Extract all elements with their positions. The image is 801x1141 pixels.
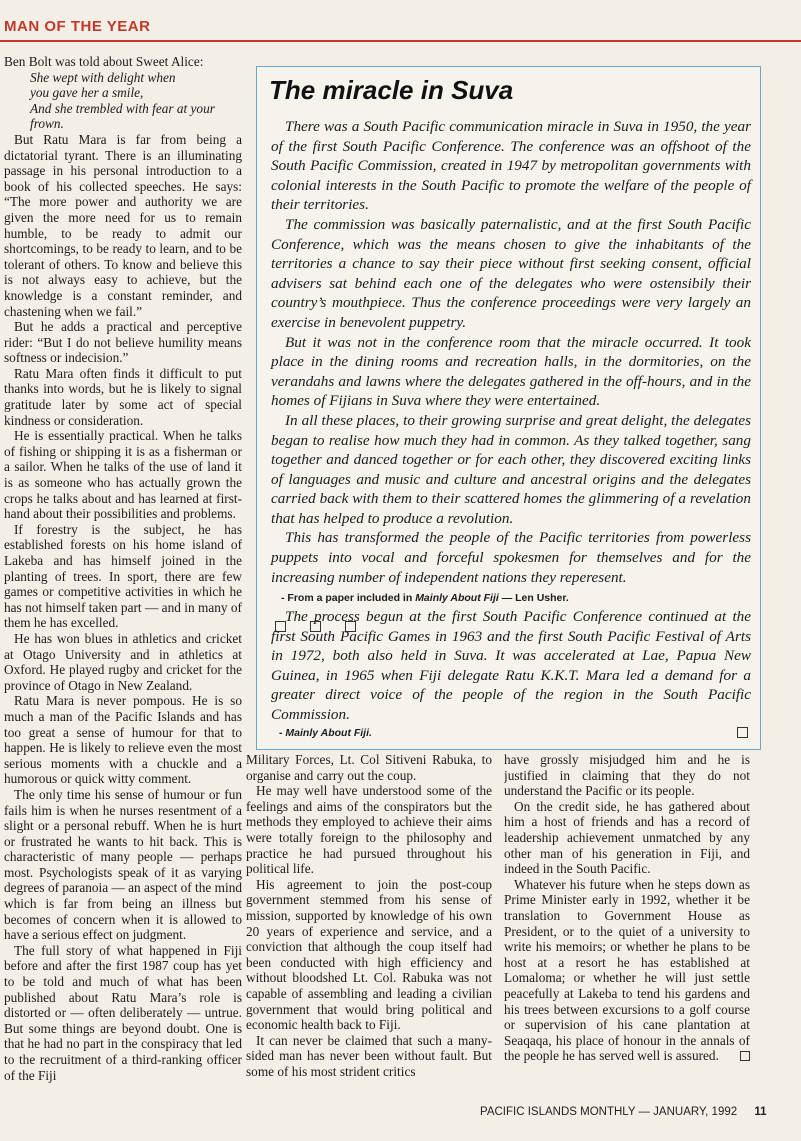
poem (4, 70, 242, 132)
paragraph: If forestry is the subject, he has established forests on his home island of Lakeba and has himself joined in the planting of trees. In sport, there are few games or competitive activities in which he has not himself taken part — and in many of them he has excelled. (4, 521, 242, 631)
paragraph: He may well have understood some of the feelings and aims of the conspirators but the methods they employed to achieve their aims were totally foreign to the philosophy and practice he had pursued throughout his political life. (246, 783, 492, 877)
box-credit-2: - Mainly About Fiji. (279, 727, 372, 739)
paragraph: The full story of what happened in Fiji before and after the first 1987 coup has yet to be told and much of what has been published about Ratu Mara’s role is distorted or — often deliberately — untrue. But some things are beyond doubt. One is that he had no part in the conspiracy that led to the recruitment of a third-ranking officer of the Fiji (4, 942, 242, 1083)
box-paragraph: This has transformed the people of the Pacific territories from powerless puppets into vocal and forceful spokesmen for themselves and for the increasing number of independent nations they reperesent. (271, 529, 751, 586)
sidebar-box (256, 66, 761, 750)
poem-line: And she trembled with fear at your (30, 100, 215, 116)
right-column (504, 752, 750, 1092)
left-column (4, 54, 242, 1104)
section-label: MAN OF THE YEAR (4, 18, 151, 35)
page-footer (480, 1106, 767, 1118)
page-header (0, 18, 801, 42)
poem-line: She wept with delight when (30, 69, 176, 85)
paragraph: It can never be claimed that such a many-sided man has never been without fault. But some of his most strident critics (246, 1032, 492, 1079)
box-paragraph: But it was not in the conference room that the miracle occurred. It took place in the dining rooms and recreation halls, in the dormitories, on the verandahs and lawns where the delegates gathered in the off-hours, and in the homes of Fijians in Suva where they were entertained. (271, 333, 751, 410)
footer-text: PACIFIC ISLANDS MONTHLY — JANUARY, 1992 (480, 1106, 738, 1118)
poem-line: you gave her a smile, (30, 85, 144, 101)
box-paragraph: In all these places, to their growing surprise and great delight, the delegates began to realise how much they had in common. As they talked together, sang together and danced together or for each other, they discovered exciting links of languages and music and culture and ancestral origins and the delegates carried back with them to their scattered homes the glimmering of a revelation that has helped to produce a revolution. (271, 411, 751, 527)
credit-source: Mainly About Fiji (415, 592, 499, 605)
end-square-icon (737, 727, 748, 738)
box-paragraph: The process begun at the first South Pacific Conference continued at the first South Pacific Games in 1963 and the first South Pacific Festival of Arts in 1972, both also held in Suva. It was accelerated at Lae, Papua New Guinea, in 1965 when Fiji delegate Ratu K.K.T. Mara led a demand for a greater direct voice of the people of the region in the South Pacific Commission. (271, 608, 751, 723)
paragraph-text: Whatever his future when he steps down as Prime Minister early in 1992, whether it be translation to Government House as President, or to the quiet of a university to write his memoirs; or whether he plans to be host at a resort he has established at Lomaloma; or whether he will just settle peacefully at Lakeba to tend his gardens and his trees between excursions to a golf course or supervision of his cane plantation at Seaqaqa, his place of honour in the annals of the people he has served well is assured. (504, 876, 750, 1064)
paragraph: The only time his sense of humour or fun fails him is when he nurses resentment of a slight or a personal rebuff. When he is hurt or frustrated he wants to hit back. This is characteristic of many people — perhaps most. Psychologists speak of it as varying degrees of paranoia — an aspect of the mind which is far from being an illness but becomes of concern when it is allowed to have a serious effect on judgment. (4, 786, 242, 943)
credit-prefix: - From a paper included in (281, 592, 413, 605)
box-paragraph: The commission was basically paternalistic, and at the first South Pacific Conference, which was the means chosen to give the inhabitants of the territories a chance to say their piece without first seeking consent, official advisers sat behind each one of the delegates who were ostensibily their country’s mouthpiece. Thus the conference proceedings were very largely an exercise in benevolent puppetry. (271, 215, 751, 331)
middle-column (246, 752, 492, 1092)
page-number: 11 (754, 1106, 767, 1118)
paragraph: But Ratu Mara is far from being a dictatorial tyrant. There is an illuminating passage in his personal introduction to a book of his collected speeches. He says: “The more power and authority we are given the more need for us to remain humble, to be ready to admit our shortcomings, to be ready to learn, and to be tolerant of others. To know and believe this is not always easy to achieve, but the knowledge is a constant reminder, and chastening when we fail.” (4, 131, 242, 319)
paragraph: Ratu Mara is never pompous. He is so much a man of the Pacific Islands and has too great a sense of humour for that to happen. He is likely to relieve even the most serious moments with a chuckle and a humorous or quick witty comment. (4, 693, 242, 787)
paragraph: He has won blues in athletics and cricket at Otago University and in athletics at Oxford. He played rugby and cricket for the province of Otago in New Zealand. (4, 630, 242, 693)
paragraph: Ratu Mara often finds it difficult to put thanks into words, but he is likely to signal gratitude later by some act of special kindness or consideration. (4, 365, 242, 428)
end-square-icon (740, 1051, 750, 1061)
box-body-2 (271, 607, 751, 725)
paragraph: But he adds a practical and perceptive rider: “But I do not believe humility means softness or indecision.” (4, 319, 242, 366)
credit-author: — Len Usher. (501, 592, 569, 605)
box-credit (271, 589, 751, 609)
paragraph: Military Forces, Lt. Col Sitiveni Rabuka, to organise and carry out the coup. (246, 752, 492, 783)
box-title: The miracle in Suva (269, 75, 514, 105)
paragraph: On the credit side, he has gathered about him a host of friends and has a record of leadership achievement unmatched by any other man of his generation in Fiji, and indeed in the South Pacific. (504, 798, 750, 877)
poem-line: frown. (30, 116, 64, 132)
paragraph: have grossly misjudged him and he is justified in claiming that they do not understand the Pacific or its people. (504, 752, 750, 799)
intro-line: Ben Bolt was told about Sweet Alice: (4, 54, 204, 69)
box-body (271, 117, 751, 654)
box-paragraph: There was a South Pacific communication miracle in Suva in 1950, the year of the first South Pacific Conference. The conference was an offshoot of the South Pacific Commission, created in 1947 by metropolitan governments with colonial interests in the South Pacific to promote the welfare of the people of their territories. (271, 118, 751, 214)
paragraph: His agreement to join the post-coup government stemmed from his sense of mission, supported by knowledge of his own 20 years of experience and service, and a conviction that although the coup itself had been conducted with high efficiency and without bloodshed Lt. Col. Rabuka was not capable of assembling and leading a civilian government that would bring political and economic health back to Fiji. (246, 876, 492, 1033)
paragraph (504, 877, 750, 1064)
paragraph: He is essentially practical. When he talks of fishing or shipping it is as a fisherman or a sailor. When he talks of the use of land it is as someone who has actually grown the crops he talks about and has learned at first-hand about their possibilities and problems. (4, 428, 242, 522)
